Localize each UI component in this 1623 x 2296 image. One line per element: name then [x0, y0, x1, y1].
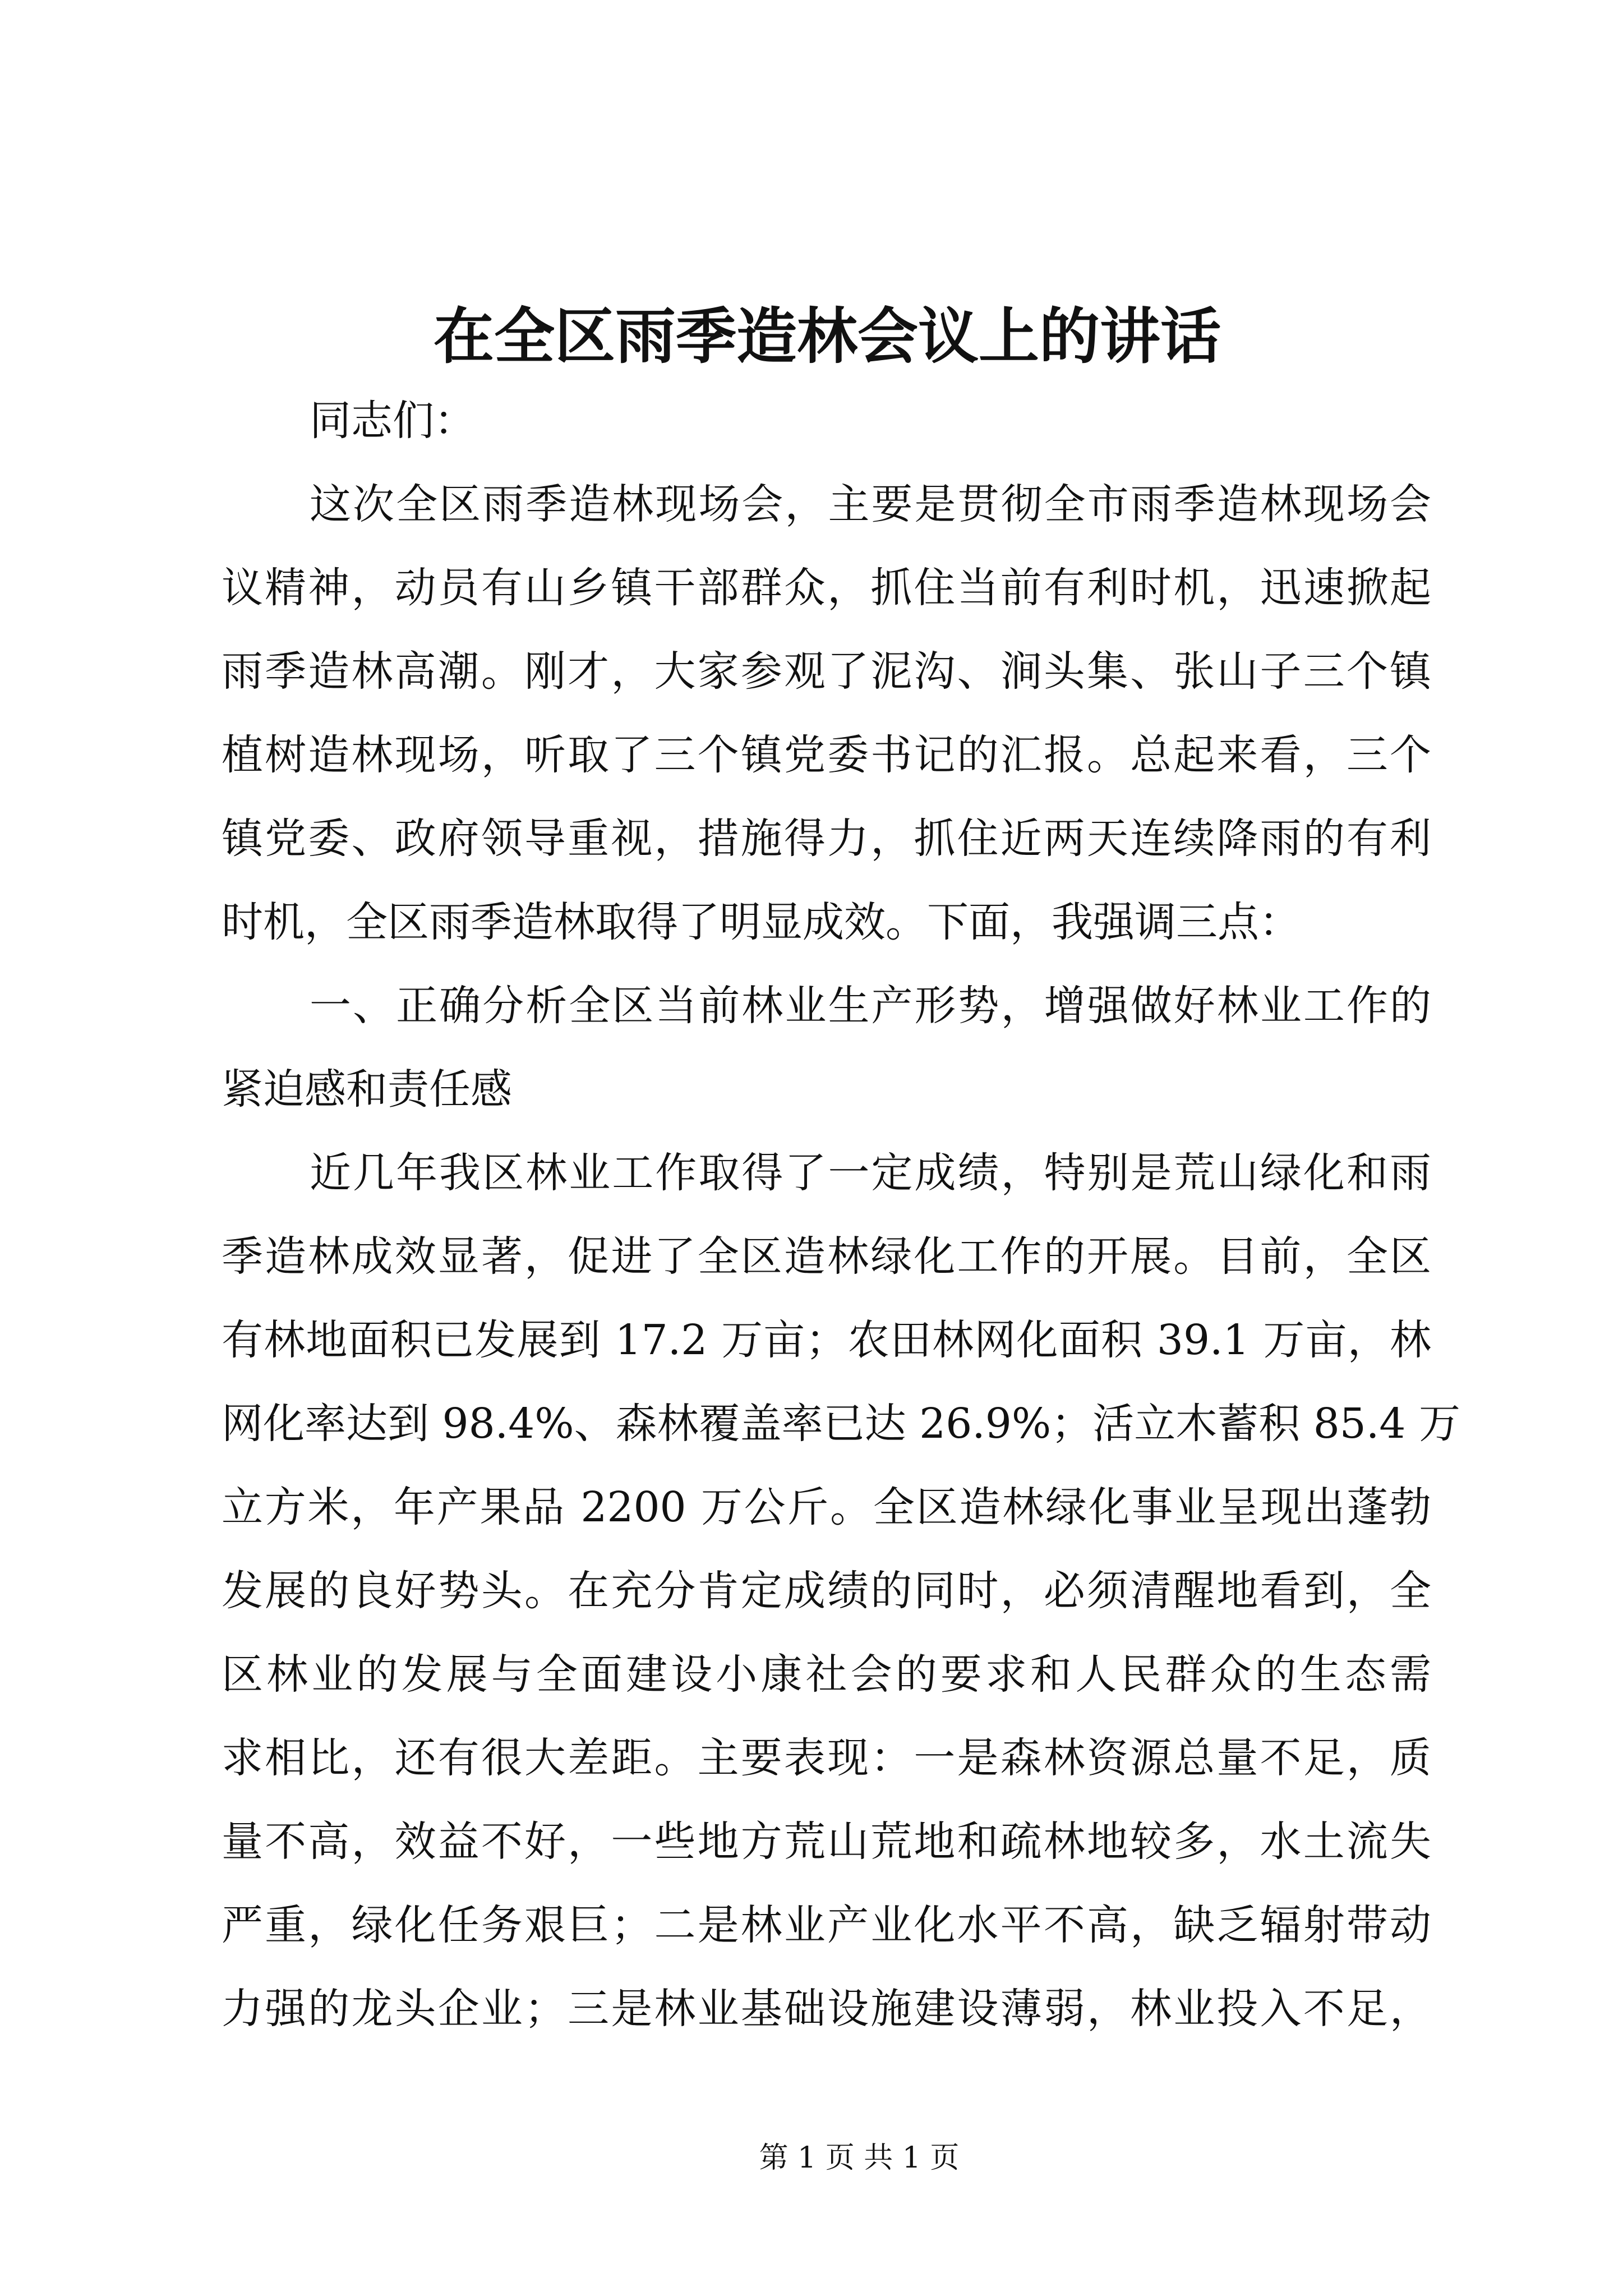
- paragraph-line: 区林业的发展与全面建设小康社会的要求和人民群众的生态需: [222, 1650, 1431, 1699]
- paragraph-line: 议精神，动员有山乡镇干部群众，抓住当前有利时机，迅速掀起: [222, 564, 1431, 612]
- paragraph-line: 力强的龙头企业；三是林业基础设施建设薄弱，林业投入不足，: [222, 1985, 1431, 2033]
- salutation: [222, 379, 1431, 463]
- paragraph-line: 量不高，效益不好，一些地方荒山荒地和疏林地较多，水土流失: [222, 1818, 1431, 1866]
- paragraph: [222, 1131, 1461, 2051]
- paragraph-line: 求相比，还有很大差距。主要表现：一是森林资源总量不足，质: [222, 1734, 1431, 1782]
- paragraph-line: 镇党委、政府领导重视，措施得力，抓住近两天连续降雨的有利: [222, 815, 1431, 863]
- paragraph-line: 这次全区雨季造林现场会，主要是贯彻全市雨季造林现场会: [310, 480, 1431, 528]
- document-body: [222, 379, 1461, 2051]
- page-footer: 第 1 页 共 1 页: [759, 2141, 960, 2175]
- paragraph-line: 季造林成效显著，促进了全区造林绿化工作的开展。目前，全区: [222, 1232, 1431, 1281]
- paragraph-line: 雨季造林高潮。刚才，大家参观了泥沟、涧头集、张山子三个镇: [222, 647, 1431, 696]
- paragraph-line: 时机，全区雨季造林取得了明显成效。下面，我强调三点：: [222, 898, 1301, 946]
- paragraph-line: 发展的良好势头。在充分肯定成绩的同时，必须清醒地看到，全: [222, 1567, 1431, 1615]
- paragraph-line: 植树造林现场，听取了三个镇党委书记的汇报。总起来看，三个: [222, 731, 1431, 779]
- paragraph-line: 有林地面积已发展到 17.2 万亩；农田林网化面积 39.1 万亩，林: [222, 1316, 1431, 1364]
- paragraph: [222, 463, 1431, 964]
- paragraph-line: 网化率达到 98.4%、森林覆盖率已达 26.9%；活立木蓄积 85.4 万: [222, 1400, 1461, 1448]
- page-title: 在全区雨季造林会议上的讲话: [433, 301, 1221, 372]
- section-heading: [222, 964, 1431, 1131]
- paragraph-line: 紧迫感和责任感: [222, 1065, 512, 1114]
- paragraph-line: 同志们：: [310, 397, 476, 445]
- paragraph-line: 立方米，年产果品 2200 万公斤。全区造林绿化事业呈现出蓬勃: [222, 1483, 1431, 1531]
- paragraph-line: 一、正确分析全区当前林业生产形势，增强做好林业工作的: [310, 982, 1431, 1030]
- paragraph-line: 近几年我区林业工作取得了一定成绩，特别是荒山绿化和雨: [310, 1149, 1431, 1197]
- paragraph-line: 严重，绿化任务艰巨；二是林业产业化水平不高，缺乏辐射带动: [222, 1901, 1431, 1949]
